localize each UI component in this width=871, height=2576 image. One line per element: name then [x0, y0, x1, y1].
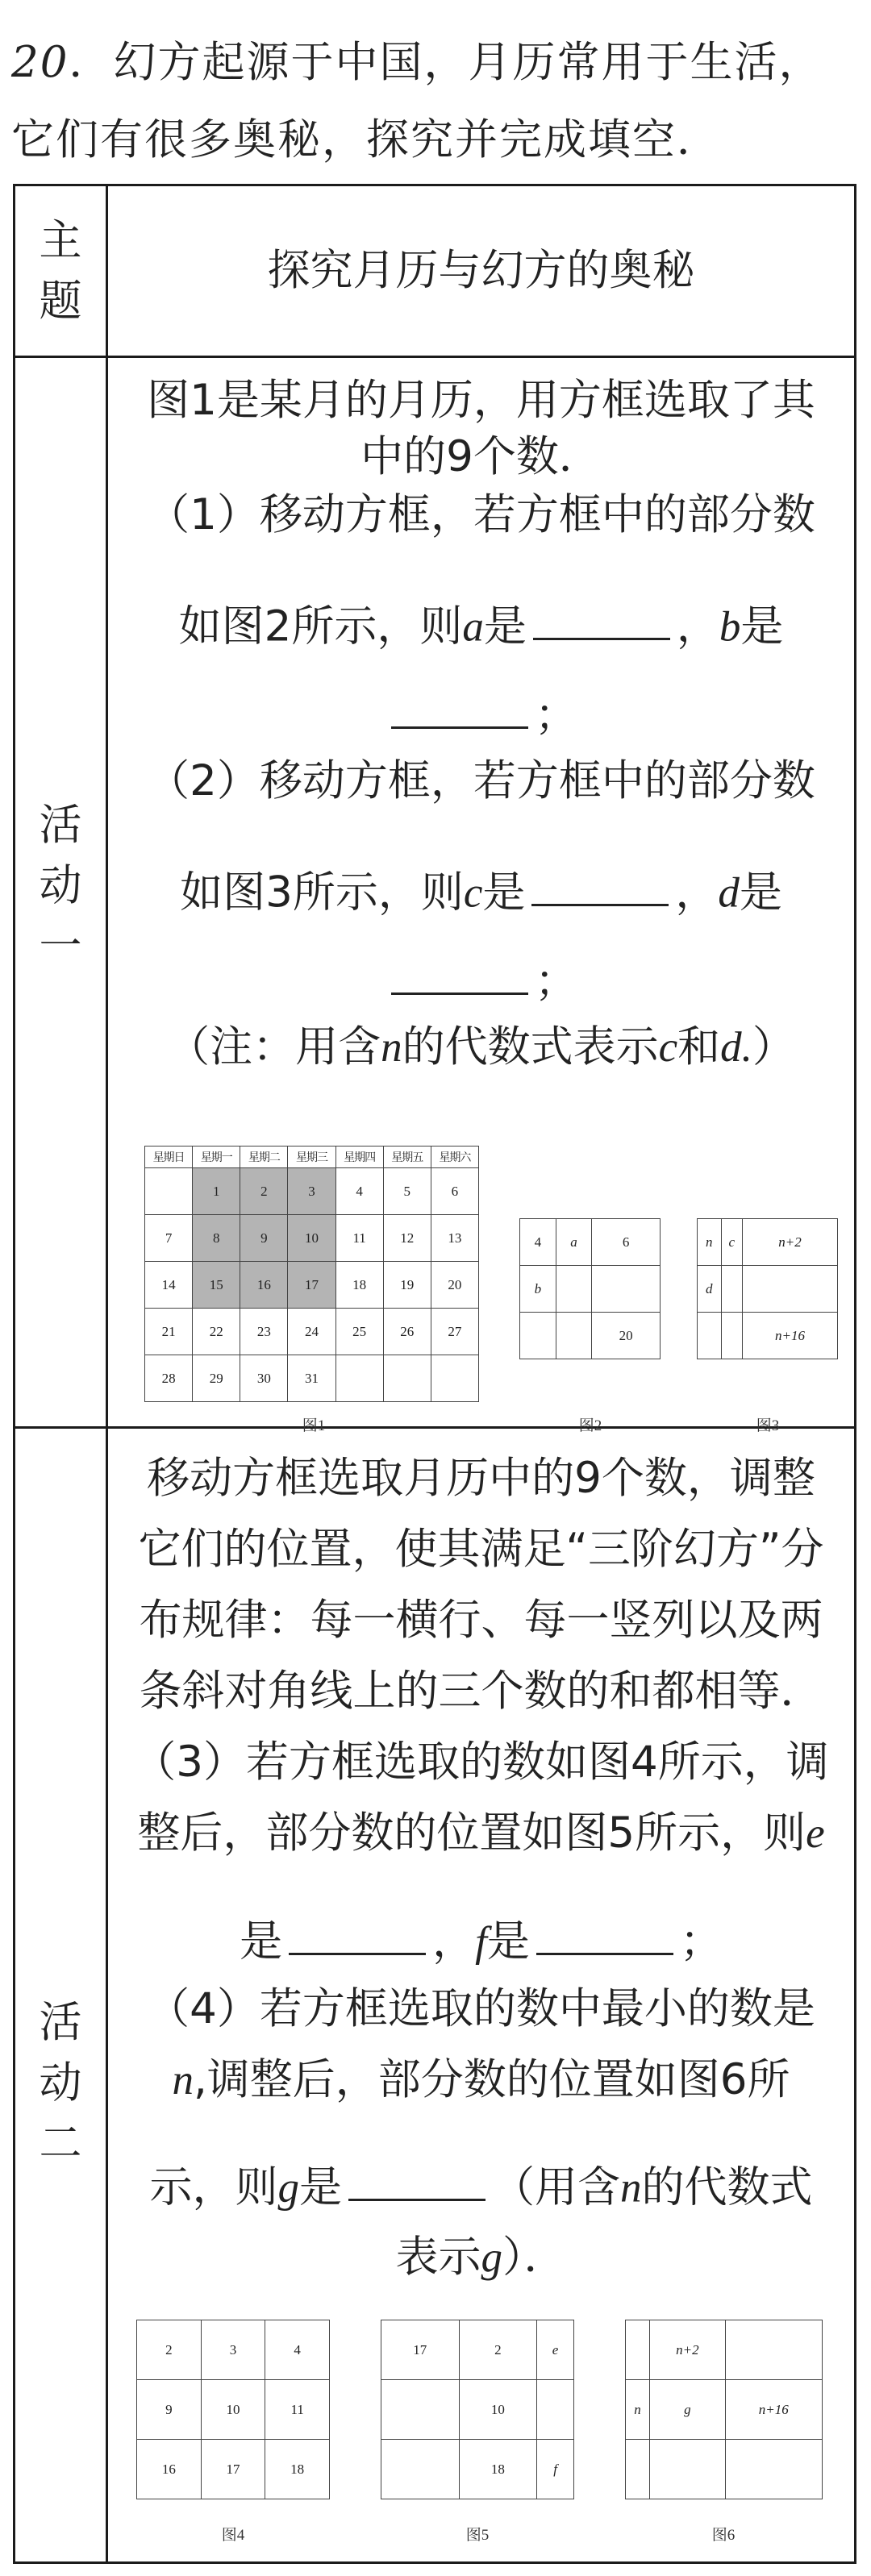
grid-row — [520, 1219, 661, 1266]
grid-row — [520, 1266, 661, 1313]
a2-q3-line-3 — [108, 1912, 854, 1967]
grid-cell: 10 — [288, 1215, 335, 1262]
figure-5-caption: 图5 — [465, 2527, 490, 2544]
a1-q1-line-3 — [108, 686, 854, 741]
grid-cell: 11 — [265, 2380, 330, 2440]
grid-row — [626, 2440, 823, 2499]
a2-line-3: 布规律：每一横行、每一竖列以及两 — [139, 1596, 823, 1645]
grid-cell: 12 — [383, 1215, 431, 1262]
header-label-text: 主题 — [39, 216, 82, 326]
grid-cell — [520, 1266, 556, 1313]
grid-cell: 3 — [288, 1168, 335, 1215]
grid-cell — [725, 2380, 822, 2440]
grid-cell — [556, 1313, 592, 1359]
grid-row — [520, 1313, 661, 1359]
calendar-weekday: 星期五 — [383, 1147, 431, 1168]
grid-cell — [626, 2380, 650, 2440]
grid-cell-text: c — [728, 1234, 736, 1250]
figure-6-caption: 图6 — [711, 2527, 736, 2544]
a1-q1-text: 如图2所示，则 — [178, 601, 463, 651]
grid-cell-text: a — [570, 1234, 577, 1250]
note-mid: 的代数式表示 — [402, 1022, 659, 1072]
grid-cell: 21 — [145, 1309, 193, 1355]
a2-q3-mid: 是 — [486, 1916, 530, 1966]
problem-line-2: 它们有很多奥秘，探究并完成填空． — [11, 115, 721, 164]
a1-q2-sep: ， — [675, 868, 719, 918]
grid-cell — [556, 1219, 592, 1266]
grid-cell: 31 — [288, 1355, 335, 1402]
header-label — [15, 210, 106, 331]
grid-row — [381, 2380, 574, 2440]
grid-cell: 9 — [137, 2380, 202, 2440]
a1-q2-line-2 — [108, 864, 854, 918]
answer-blank-g[interactable] — [348, 2158, 486, 2201]
grid-cell-text: e — [552, 2341, 559, 2358]
grid-cell: 25 — [335, 1309, 383, 1355]
note-n: n — [381, 1024, 402, 1071]
grid-cell: 15 — [193, 1262, 240, 1309]
grid-cell — [650, 2380, 725, 2440]
grid-row — [381, 2440, 574, 2499]
a2-q4-post: （用含 — [492, 2162, 620, 2212]
a2-line-4: 条斜对角线上的三个数的和都相等． — [139, 1667, 823, 1716]
var-e: e — [806, 1810, 825, 1857]
grid-cell — [537, 2440, 574, 2499]
grid-cell: 1 — [193, 1168, 240, 1215]
grid-cell: 18 — [335, 1262, 383, 1309]
grid-cell — [537, 2320, 574, 2380]
grid-cell: 4 — [265, 2320, 330, 2380]
a1-q1-post: 是 — [740, 601, 784, 651]
grid-cell — [650, 2440, 725, 2499]
grid-cell — [721, 1219, 743, 1266]
grid-cell: 6 — [592, 1219, 661, 1266]
grid-cell — [721, 1313, 743, 1359]
q4d-g: g — [481, 2234, 502, 2281]
calendar-weekday: 星期六 — [431, 1147, 478, 1168]
grid-cell-text: n+16 — [775, 1327, 805, 1343]
grid-cell: 6 — [431, 1168, 478, 1215]
grid-cell: 9 — [240, 1215, 288, 1262]
grid-cell: 30 — [240, 1355, 288, 1402]
grid-cell-text: n — [706, 1234, 713, 1250]
calendar-weekday: 星期一 — [193, 1147, 240, 1168]
grid-cell-text: n+16 — [758, 2401, 789, 2417]
grid-cell — [626, 2440, 650, 2499]
activity-table — [13, 184, 856, 2564]
a1-q1-sep: ， — [676, 601, 719, 651]
grid-cell — [698, 1219, 722, 1266]
grid-cell: 16 — [240, 1262, 288, 1309]
figure-3-caption: 图3 — [756, 1417, 780, 1434]
var-d: d — [718, 869, 740, 917]
a1-q1-end: ； — [535, 690, 577, 740]
grid-cell — [383, 1355, 431, 1402]
a2-q3-end: ； — [679, 1916, 723, 1966]
grid-cell-text: n+2 — [778, 1234, 802, 1250]
grid-cell: 2 — [459, 2320, 537, 2380]
a2-line-1: 移动方框选取月历中的9个数，调整 — [147, 1454, 815, 1503]
problem-number: 20 — [11, 38, 69, 87]
grid-row — [137, 2320, 330, 2380]
a1-q1-line-2 — [108, 597, 854, 652]
grid-cell: 20 — [592, 1313, 661, 1359]
calendar-weekday: 星期二 — [240, 1147, 288, 1168]
a1-note — [108, 1022, 854, 1073]
grid-cell: 18 — [265, 2440, 330, 2499]
grid-cell: 2 — [137, 2320, 202, 2380]
grid-cell: 5 — [383, 1168, 431, 1215]
grid-cell — [335, 1355, 383, 1402]
a1-line-1: 图1是某月的月历，用方框选取了其 — [147, 376, 815, 425]
answer-blank-c[interactable] — [531, 864, 669, 906]
grid-cell — [721, 1266, 743, 1313]
grid-cell: 11 — [335, 1215, 383, 1262]
grid-row — [137, 2380, 330, 2440]
a1-q2-post: 是 — [739, 868, 782, 918]
grid-row — [626, 2320, 823, 2380]
a2-line-2: 它们的位置，使其满足“三阶幻方”分 — [138, 1525, 824, 1574]
a2-q4-line-1: （4）若方框选取的数中最小的数是 — [147, 1984, 815, 2033]
a1-q2-text: 如图3所示，则 — [180, 868, 464, 918]
grid-cell: 26 — [383, 1309, 431, 1355]
activity1-content — [108, 356, 854, 1434]
a2-q4-text: ,调整后，部分数的位置如图6所 — [193, 2055, 790, 2104]
a1-line-2: 中的9个数． — [360, 432, 602, 481]
a1-q2-line-3 — [108, 952, 854, 1007]
var-b: b — [719, 603, 741, 651]
grid-cell-text: g — [684, 2401, 691, 2417]
grid-cell: 10 — [201, 2380, 265, 2440]
grid-row — [145, 1168, 479, 1215]
a2-q3-text: 整后，部分数的位置如图5所示，则 — [137, 1808, 806, 1858]
answer-blank-a[interactable] — [533, 597, 670, 640]
problem-statement — [11, 24, 858, 179]
note-end: ） — [752, 1022, 795, 1072]
grid-cell — [698, 1266, 722, 1313]
a2-q3-pre: 是 — [240, 1916, 283, 1966]
calendar-weekday: 星期四 — [335, 1147, 383, 1168]
grid-cell — [743, 1219, 838, 1266]
var-g: g — [277, 2164, 299, 2212]
a2-q3-line-2 — [108, 1808, 854, 1859]
grid-row — [145, 1262, 479, 1309]
q4c-n: n — [620, 2164, 642, 2212]
var-a: a — [462, 603, 484, 651]
grid-row — [698, 1313, 838, 1359]
grid-cell: 20 — [431, 1262, 478, 1309]
grid-cell: 10 — [459, 2380, 537, 2440]
header-title: 探究月历与幻方的奥秘 — [267, 246, 695, 295]
note-c: c — [658, 1024, 678, 1071]
activity2-label-text: 活动二 — [39, 1998, 82, 2168]
calendar-grid — [144, 1146, 479, 1402]
grid-cell — [431, 1355, 478, 1402]
grid-cell-text: n+2 — [676, 2341, 699, 2358]
var-f: f — [475, 1918, 487, 1966]
grid-cell: 7 — [145, 1215, 193, 1262]
grid-cell — [650, 2320, 725, 2380]
var-c: c — [463, 869, 483, 917]
grid-cell — [743, 1313, 838, 1359]
grid-cell — [725, 2320, 822, 2380]
grid-cell: 2 — [240, 1168, 288, 1215]
figure-2-grid — [519, 1218, 661, 1359]
grid-cell: 24 — [288, 1309, 335, 1355]
grid-cell: 29 — [193, 1355, 240, 1402]
grid-cell: 19 — [383, 1262, 431, 1309]
a2-q4-pre: 示，则 — [149, 2162, 278, 2212]
a1-q2-line-1: （2）移动方框，若方框中的部分数 — [147, 756, 815, 805]
grid-cell-text: f — [553, 2461, 557, 2477]
a2-q4-line-3 — [108, 2158, 854, 2213]
figure-6-grid — [625, 2320, 823, 2499]
a2-q3-line-1: （3）若方框选取的数如图4所示，调 — [133, 1737, 829, 1787]
figure-2-caption: 图2 — [578, 1417, 602, 1434]
grid-cell: 8 — [193, 1215, 240, 1262]
q4-n: n — [172, 2057, 194, 2104]
a2-q4d-end: ）． — [502, 2233, 567, 2282]
activity1-label — [15, 795, 106, 976]
a2-q4-end: 的代数式 — [641, 2162, 813, 2212]
figure-1-caption: 图1 — [302, 1417, 326, 1434]
note-pre: （注：用含 — [167, 1022, 381, 1072]
a1-q1-mid: 是 — [483, 601, 527, 651]
answer-blank-b[interactable] — [391, 686, 528, 729]
grid-row — [381, 2320, 574, 2380]
grid-cell: 28 — [145, 1355, 193, 1402]
grid-cell-text: d — [706, 1280, 713, 1296]
a2-q4-line-2 — [108, 2054, 854, 2106]
grid-cell-text: b — [534, 1280, 542, 1296]
figure-4-caption: 图4 — [221, 2527, 245, 2544]
grid-cell: 17 — [381, 2320, 460, 2380]
grid-cell — [743, 1266, 838, 1313]
figure-3-grid — [697, 1218, 838, 1359]
grid-cell-text: n — [634, 2401, 641, 2417]
grid-cell: 14 — [145, 1262, 193, 1309]
calendar-header-row — [145, 1147, 479, 1168]
grid-cell: 17 — [288, 1262, 335, 1309]
grid-cell — [537, 2380, 574, 2440]
a1-q1-line-1: （1）移动方框，若方框中的部分数 — [147, 490, 815, 539]
grid-cell: 4 — [335, 1168, 383, 1215]
activity1-label-text: 活动一 — [39, 801, 82, 971]
grid-cell — [556, 1266, 592, 1313]
problem-text-1: ．幻方起源于中国，月历常用于生活， — [69, 38, 823, 87]
grid-cell: 13 — [431, 1215, 478, 1262]
grid-row — [698, 1219, 838, 1266]
figure-4-grid — [136, 2320, 330, 2499]
grid-cell: 4 — [520, 1219, 556, 1266]
a2-q4-mid: 是 — [299, 2162, 342, 2212]
grid-cell: 22 — [193, 1309, 240, 1355]
grid-row — [137, 2440, 330, 2499]
grid-cell — [698, 1313, 722, 1359]
grid-row — [145, 1309, 479, 1355]
answer-blank-f[interactable] — [536, 1912, 673, 1955]
a2-q4-line-4 — [108, 2232, 854, 2283]
grid-cell — [145, 1168, 193, 1215]
grid-cell: 18 — [459, 2440, 537, 2499]
a1-q2-mid: 是 — [482, 868, 526, 918]
answer-blank-e[interactable] — [289, 1912, 426, 1955]
grid-cell: 17 — [201, 2440, 265, 2499]
note-d: d. — [720, 1024, 752, 1071]
grid-cell — [381, 2380, 460, 2440]
grid-cell — [626, 2320, 650, 2380]
grid-row — [626, 2380, 823, 2440]
note-and: 和 — [677, 1022, 721, 1072]
grid-row — [145, 1355, 479, 1402]
problem-line-1 — [11, 24, 858, 102]
grid-cell — [381, 2440, 460, 2499]
calendar-weekday: 星期三 — [288, 1147, 335, 1168]
grid-cell — [725, 2440, 822, 2499]
grid-row — [698, 1266, 838, 1313]
grid-cell: 23 — [240, 1309, 288, 1355]
grid-cell — [520, 1313, 556, 1359]
calendar-weekday: 星期日 — [145, 1147, 193, 1168]
answer-blank-d[interactable] — [391, 952, 528, 995]
grid-row — [145, 1215, 479, 1262]
a2-q3-sep: ， — [432, 1916, 476, 1966]
grid-cell: 3 — [201, 2320, 265, 2380]
grid-cell: 16 — [137, 2440, 202, 2499]
figure-5-grid — [381, 2320, 574, 2499]
grid-cell: 27 — [431, 1309, 478, 1355]
activity2-content — [108, 1429, 854, 2564]
grid-cell — [592, 1266, 661, 1313]
activity2-label — [15, 1992, 106, 2174]
a2-q4d-pre: 表示 — [395, 2233, 481, 2282]
a1-q2-end: ； — [535, 956, 577, 1006]
